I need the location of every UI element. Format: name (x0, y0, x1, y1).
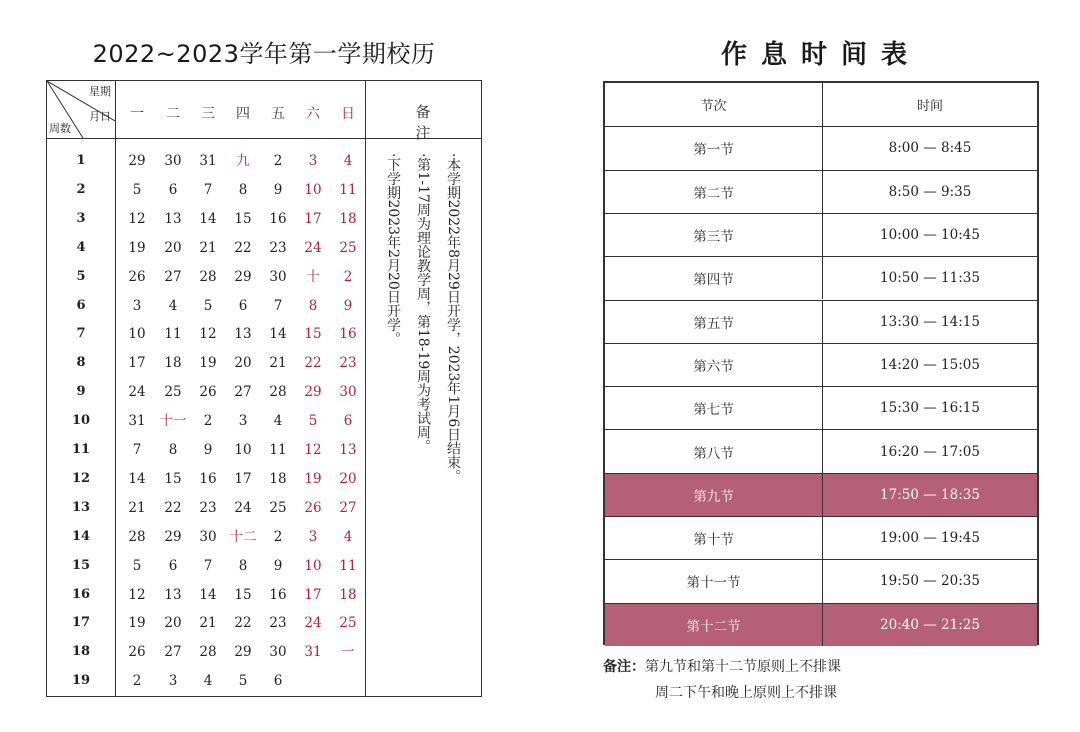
week-number: 18 (71, 644, 91, 660)
calendar-day: 十 (306, 268, 320, 285)
calendar-day: 25 (269, 499, 287, 516)
calendar-day: 16 (339, 326, 357, 343)
calendar-day: 5 (132, 557, 142, 574)
school-calendar-table (46, 80, 482, 697)
calendar-day: 7 (273, 297, 283, 314)
calendar-day: 30 (199, 528, 217, 545)
calendar-title: 2022~2023学年第一学期校历 (92, 40, 436, 68)
week-number: 17 (71, 615, 91, 631)
calendar-day: 28 (269, 384, 287, 401)
weekday-header: 日 (341, 106, 355, 122)
time-header: 时间 (916, 99, 943, 115)
corner-date-label: 月日 (89, 110, 111, 123)
schedule-row (605, 300, 1037, 343)
calendar-day: 30 (339, 384, 357, 401)
calendar-day: 26 (128, 268, 146, 285)
schedule-row (605, 126, 1037, 169)
week-number: 9 (76, 384, 86, 400)
calendar-day: 21 (199, 615, 217, 632)
time-cell: 10:50 — 11:35 (880, 270, 980, 287)
calendar-week-row (47, 147, 365, 175)
schedule-row (605, 603, 1037, 646)
calendar-day: 一 (341, 644, 355, 661)
period-cell: 第三节 (605, 214, 823, 256)
calendar-day: 29 (304, 384, 322, 401)
calendar-day: 9 (203, 442, 213, 458)
period-cell: 第十节 (605, 517, 823, 559)
calendar-day: 27 (164, 268, 182, 285)
calendar-day: 17 (128, 355, 146, 372)
calendar-day: 25 (339, 615, 357, 632)
calendar-day: 24 (234, 499, 252, 516)
calendar-day: 25 (164, 384, 182, 401)
calendar-day: 19 (128, 615, 146, 632)
calendar-day: 18 (164, 355, 182, 372)
calendar-day: 6 (168, 557, 178, 574)
calendar-day: 16 (269, 586, 287, 603)
calendar-day: 19 (199, 355, 217, 372)
calendar-day: 7 (203, 181, 213, 198)
calendar-day: 11 (164, 326, 182, 343)
time-cell: 15:30 — 16:15 (880, 400, 980, 417)
calendar-day: 28 (128, 528, 146, 545)
schedule-row (605, 213, 1037, 256)
calendar-day: 14 (199, 586, 217, 603)
calendar-day: 十一 (159, 413, 187, 430)
weekday-header: 六 (306, 106, 320, 122)
schedule-title: 作息时间表 (720, 40, 921, 70)
week-number: 7 (76, 326, 86, 342)
calendar-day: 29 (164, 528, 182, 545)
period-cell: 第八节 (605, 430, 823, 472)
calendar-day: 6 (238, 297, 248, 314)
schedule-row (605, 473, 1037, 516)
calendar-day: 19 (304, 470, 322, 487)
calendar-day: 20 (164, 615, 182, 632)
calendar-week-row (47, 667, 365, 695)
calendar-day: 22 (304, 355, 322, 372)
calendar-week-row (47, 292, 365, 320)
schedule-row (605, 516, 1037, 559)
calendar-day: 21 (128, 499, 146, 516)
calendar-day: 3 (308, 528, 318, 545)
calendar-day: 10 (304, 181, 322, 198)
week-number: 14 (71, 528, 91, 544)
calendar-day: 14 (269, 326, 287, 343)
calendar-day: 8 (238, 181, 248, 198)
calendar-day: 12 (128, 586, 146, 603)
calendar-day: 3 (168, 673, 178, 690)
calendar-day: 8 (308, 297, 318, 314)
calendar-day: 11 (339, 557, 357, 574)
calendar-week-row (47, 609, 365, 637)
calendar-day: 30 (164, 153, 182, 169)
calendar-day: 6 (168, 181, 178, 198)
week-number: 11 (71, 442, 91, 457)
schedule-note (603, 654, 841, 706)
calendar-day: 4 (273, 413, 283, 430)
period-cell: 第七节 (605, 387, 823, 429)
calendar-week-row (47, 205, 365, 233)
calendar-week-row (47, 263, 365, 291)
schedule-row (605, 386, 1037, 429)
note-line-1: 第九节和第十二节原则上不排课 (645, 659, 841, 675)
time-cell: 16:20 — 17:05 (880, 443, 980, 460)
calendar-remark: ·第1-17周为理论教学周，第18-19周为考试周。 (415, 153, 431, 454)
week-number: 6 (76, 297, 86, 313)
calendar-day: 17 (234, 470, 252, 487)
calendar-day: 16 (269, 210, 287, 227)
week-number: 4 (76, 239, 86, 255)
calendar-day: 21 (269, 355, 287, 372)
calendar-day: 12 (304, 442, 322, 458)
calendar-remark: ·本学期2022年8月29日开学，2023年1月6日结束。 (445, 153, 461, 484)
calendar-day: 12 (199, 326, 217, 343)
calendar-day: 3 (308, 153, 318, 169)
calendar-day: 5 (308, 413, 318, 430)
calendar-day: 3 (132, 297, 142, 314)
calendar-day: 15 (234, 210, 252, 227)
calendar-day: 13 (164, 586, 182, 603)
period-cell: 第十一节 (605, 560, 823, 602)
period-cell: 第四节 (605, 257, 823, 299)
calendar-day: 29 (234, 644, 252, 661)
time-cell: 8:00 — 8:45 (888, 140, 972, 157)
week-number: 19 (71, 673, 91, 689)
calendar-day: 4 (343, 153, 353, 169)
week-number: 15 (71, 557, 91, 573)
calendar-day: 10 (128, 326, 146, 343)
calendar-remark: ·下学期2023年2月20日开学。 (385, 153, 401, 346)
calendar-day: 12 (128, 210, 146, 227)
calendar-day: 2 (343, 268, 353, 285)
calendar-day: 29 (128, 153, 146, 169)
calendar-day: 13 (339, 442, 357, 458)
corner-week-label: 周数 (49, 122, 71, 135)
corner-weekday-label: 星期 (89, 85, 111, 98)
calendar-day: 27 (164, 644, 182, 661)
schedule-header-row (605, 83, 1037, 126)
calendar-day: 24 (128, 384, 146, 401)
calendar-day: 31 (304, 644, 322, 661)
calendar-week-row (47, 407, 365, 435)
calendar-day: 5 (203, 297, 213, 314)
calendar-day: 4 (203, 673, 213, 690)
calendar-day: 11 (269, 442, 287, 458)
calendar-day: 18 (269, 470, 287, 487)
time-cell: 17:50 — 18:35 (880, 486, 980, 503)
calendar-day: 23 (269, 239, 287, 256)
calendar-day: 22 (234, 239, 252, 256)
period-cell: 第一节 (605, 127, 823, 169)
calendar-day: 21 (199, 239, 217, 256)
calendar-day: 3 (238, 413, 248, 430)
calendar-day: 5 (132, 181, 142, 198)
calendar-week-row (47, 638, 365, 666)
schedule-row (605, 429, 1037, 472)
period-cell: 第十二节 (605, 604, 823, 646)
note-line-2: 周二下午和晚上原则上不排课 (655, 685, 837, 701)
calendar-day: 31 (128, 413, 146, 430)
time-cell: 13:30 — 14:15 (880, 313, 980, 330)
calendar-week-row (47, 234, 365, 262)
calendar-day: 20 (234, 355, 252, 372)
calendar-day: 9 (273, 181, 283, 198)
calendar-day: 17 (304, 586, 322, 603)
calendar-day: 15 (164, 470, 182, 487)
time-cell: 14:20 — 15:05 (880, 356, 980, 373)
week-number: 3 (76, 210, 86, 226)
calendar-day: 7 (132, 442, 142, 458)
weekday-header: 三 (201, 106, 215, 122)
calendar-week-row (47, 494, 365, 522)
calendar-day: 22 (164, 499, 182, 516)
calendar-day: 27 (339, 499, 357, 516)
calendar-day: 11 (339, 181, 357, 198)
note-label: 备注： (603, 659, 645, 675)
calendar-day: 30 (269, 644, 287, 661)
calendar-day: 15 (234, 586, 252, 603)
calendar-day: 九 (236, 153, 250, 169)
calendar-day: 20 (339, 470, 357, 487)
calendar-day: 22 (234, 615, 252, 632)
time-cell: 8:50 — 9:35 (888, 183, 972, 200)
calendar-week-row (47, 436, 365, 464)
calendar-day: 26 (304, 499, 322, 516)
schedule-table (603, 81, 1039, 645)
calendar-week-row (47, 320, 365, 348)
calendar-day: 13 (234, 326, 252, 343)
calendar-day: 19 (128, 239, 146, 256)
calendar-day: 27 (234, 384, 252, 401)
calendar-week-row (47, 349, 365, 377)
weekday-header: 五 (271, 106, 285, 122)
calendar-day: 5 (238, 673, 248, 690)
weekday-header: 一 (130, 106, 144, 122)
weekday-header: 四 (236, 106, 250, 122)
calendar-day: 24 (304, 615, 322, 632)
calendar-day: 4 (343, 528, 353, 545)
calendar-day: 23 (339, 355, 357, 372)
calendar-day: 8 (168, 442, 178, 458)
calendar-day: 16 (199, 470, 217, 487)
calendar-day: 4 (168, 297, 178, 314)
calendar-week-row (47, 378, 365, 406)
calendar-day: 2 (203, 413, 213, 430)
calendar-day: 9 (273, 557, 283, 574)
time-cell: 19:00 — 19:45 (880, 530, 980, 547)
calendar-day: 25 (339, 239, 357, 256)
calendar-day: 6 (343, 413, 353, 430)
calendar-day: 28 (199, 268, 217, 285)
week-number: 16 (71, 586, 91, 602)
schedule-row (605, 559, 1037, 602)
time-cell: 20:40 — 21:25 (880, 616, 980, 633)
calendar-day: 14 (128, 470, 146, 487)
calendar-week-row (47, 523, 365, 551)
time-cell: 10:00 — 10:45 (880, 227, 980, 244)
calendar-day: 26 (128, 644, 146, 661)
schedule-row (605, 343, 1037, 386)
calendar-week-row (47, 581, 365, 609)
period-cell: 第二节 (605, 171, 823, 213)
calendar-day: 13 (164, 210, 182, 227)
weekday-header: 二 (166, 106, 180, 122)
calendar-day: 18 (339, 586, 357, 603)
calendar-day: 23 (199, 499, 217, 516)
calendar-day: 26 (199, 384, 217, 401)
calendar-day: 2 (132, 673, 142, 690)
calendar-day: 30 (269, 268, 287, 285)
calendar-day: 2 (273, 153, 283, 169)
week-number: 1 (76, 153, 86, 168)
calendar-day: 10 (304, 557, 322, 574)
week-number: 5 (76, 268, 86, 284)
calendar-day: 29 (234, 268, 252, 285)
calendar-day: 31 (199, 153, 217, 169)
calendar-day: 20 (164, 239, 182, 256)
calendar-day: 7 (203, 557, 213, 574)
calendar-day: 18 (339, 210, 357, 227)
corner-header (47, 81, 115, 138)
period-cell: 第五节 (605, 301, 823, 343)
period-cell: 第九节 (605, 474, 823, 516)
week-number: 10 (71, 413, 91, 429)
calendar-day: 10 (234, 442, 252, 458)
calendar-day: 23 (269, 615, 287, 632)
calendar-day: 17 (304, 210, 322, 227)
calendar-day: 十二 (229, 528, 257, 545)
calendar-week-row (47, 552, 365, 580)
time-cell: 19:50 — 20:35 (880, 573, 980, 590)
week-number: 2 (76, 181, 86, 197)
week-number: 8 (76, 355, 86, 371)
calendar-day: 8 (238, 557, 248, 574)
calendar-day: 6 (273, 673, 283, 690)
schedule-row (605, 170, 1037, 213)
remarks-header: 备 注 (415, 103, 453, 142)
calendar-day: 28 (199, 644, 217, 661)
calendar-day: 2 (273, 528, 283, 545)
schedule-row (605, 256, 1037, 299)
period-cell: 第六节 (605, 344, 823, 386)
calendar-day: 24 (304, 239, 322, 256)
calendar-week-row (47, 176, 365, 204)
week-number: 13 (71, 499, 91, 515)
period-header: 节次 (605, 83, 823, 126)
calendar-day: 9 (343, 297, 353, 314)
calendar-day: 15 (304, 326, 322, 343)
calendar-day: 14 (199, 210, 217, 227)
week-number: 12 (71, 470, 91, 486)
calendar-week-row (47, 465, 365, 493)
